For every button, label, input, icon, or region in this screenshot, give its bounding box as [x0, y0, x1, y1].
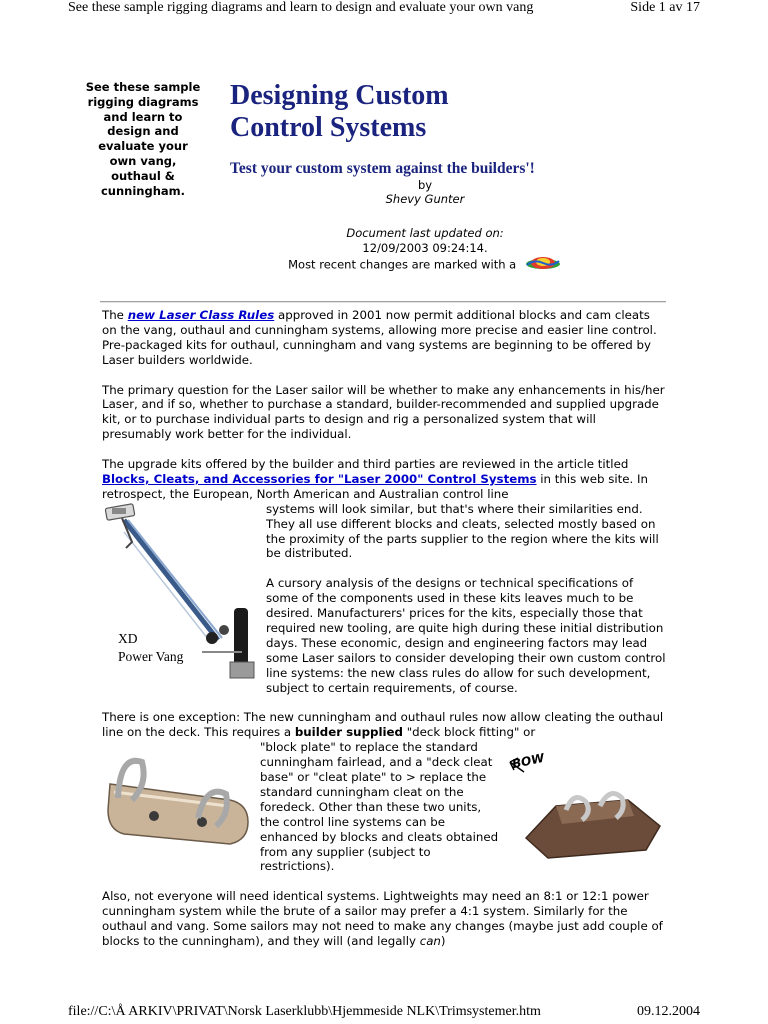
class-rules-link[interactable]: new Laser Class Rules: [127, 308, 275, 322]
p1-text-end: approved in 2001 now permit additional blocks and cam cleats on the vang, outhaul and cunningham systems, allowing more precise and easier line control. Pre-packaged kits for outhaul, cunningham and vang systems are beginning to be offered by Laser builders worldwide.: [102, 308, 657, 367]
sidebar-blurb: See these sample rigging diagrams and learn to design and evaluate your own vang, outhaul & cunningham.: [85, 80, 201, 198]
print-footer-path: file://C:\Å ARKIV\PRIVAT\Norsk Laserklubb\Hjemmeside NLK\Trimsystemer.htm: [68, 1004, 541, 1019]
page-subtitle: Test your custom system against the builders'!: [230, 160, 535, 177]
byline: [230, 178, 620, 206]
paragraph-2: The primary question for the Laser sailor will be whether to make any enhancements in his/her Laser, and if so, whether to purchase a standard, builder-recommended and supplied upgrade kit, or to purchase individual parts to design and rig a personalized system that will presumably work better for the individual.: [102, 382, 665, 442]
byline-by: by: [417, 178, 433, 192]
paragraph-5: [102, 710, 668, 740]
page-title-line1: Designing Custom: [230, 80, 449, 111]
p6-emphasis: can: [419, 933, 441, 948]
p1-text-start: The: [102, 308, 128, 322]
p5-text-start: There is one exception: The new cunningham and outhaul rules now allow cleating the outhaul line on the deck. This requires a: [102, 710, 664, 740]
p6-text-end: ): [440, 933, 446, 948]
paragraph-6: [102, 889, 668, 949]
paragraph-3-continued: systems will look similar, but that's where their similarities end. They all use different blocks and cleats, selected mostly based on the proximity of the parts supplier to the region where the kits will be distributed.: [266, 501, 659, 561]
power-vang-caption-line1: XD: [118, 630, 138, 646]
print-header: [62, 0, 702, 18]
article-body: [102, 308, 668, 964]
print-footer: [62, 1004, 702, 1022]
print-header-page: Side 1 av 17: [630, 0, 700, 15]
paragraph-5-continued: "block plate" to replace the standard cunningham fairlead, and a "deck cleat base" or "cleat plate" to > replace the standard cunningham cleat on the foredeck. Other than these two units, the control line systems can be enhanced by blocks and cleats obtained from any supplier (subject to restrictions).: [260, 740, 499, 874]
page-title: [230, 80, 650, 144]
new-badge-icon: [524, 255, 562, 275]
byline-author: Shevy Gunter: [385, 192, 465, 206]
power-vang-image: [102, 502, 262, 686]
updated-value: 12/09/2003 09:24:14.: [362, 240, 488, 255]
p3-text-start: The upgrade kits offered by the builder and third parties are reviewed in the article titled: [102, 457, 629, 472]
blocks-cleats-link[interactable]: Blocks, Cleats, and Accessories for "Laser 2000" Control Systems: [102, 471, 537, 486]
deck-cleat-plate-image: [508, 742, 668, 868]
changes-note: Most recent changes are marked with a: [288, 257, 517, 272]
changes-note-line: [230, 255, 620, 275]
p3-text-end: in this web site. In retrospect, the European, North American and Australian control line: [102, 471, 648, 501]
builder-supplied-emphasis: builder supplied: [294, 725, 403, 740]
print-header-title: See these sample rigging diagrams and learn to design and evaluate your own vang: [68, 0, 534, 15]
deck-block-plate-illustration: [102, 740, 260, 864]
document-meta: [230, 226, 620, 275]
p6-text-start: Also, not everyone will need identical systems. Lightweights may need an 8:1 or 12:1 power cunningham system while the brute of a sailor may prefer a 4:1 system. Similarly for the outhaul and vang. Some sailors may not need to make any changes (maybe just add couple of blocks to the cunningham), and they will (and legally: [102, 889, 663, 948]
page-title-line2: Control Systems: [230, 112, 427, 143]
updated-label: Document last updated on:: [346, 226, 504, 240]
deck-block-plate-image: [102, 740, 260, 864]
print-footer-date: 09.12.2004: [637, 1004, 700, 1019]
bow-label: BOW: [510, 750, 546, 772]
paragraph-4: A cursory analysis of the designs or technical specifications of some of the components used in these kits leaves much to be desired. Manufacturers' prices for the kits, especially those that required new tooling, are quite high during these initial distribution days. These economic, design and engineering factors may lead some Laser sailors to consider developing their own custom control line systems: the new class rules do allow for such development, subject to certain requirements, of course.: [266, 576, 666, 695]
power-vang-caption-line2: Power Vang: [118, 648, 184, 664]
divider: [100, 301, 666, 303]
power-vang-caption: [118, 630, 183, 666]
p5-text-mid: "deck block fitting" or: [403, 725, 536, 740]
paragraph-3: [102, 457, 668, 502]
paragraph-1: [102, 308, 668, 368]
